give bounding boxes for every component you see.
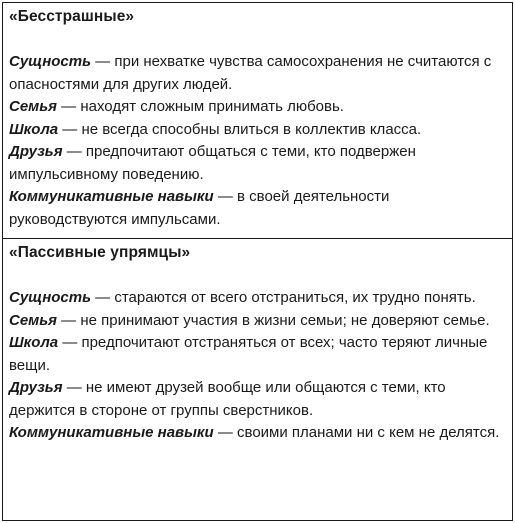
row-text: — при нехватке чувства самосохранения не считаются с опасностями для других людей. <box>9 53 492 93</box>
row-family <box>9 310 506 333</box>
row-term: Коммуникативные навыки <box>9 188 214 205</box>
section-fearless <box>3 3 512 238</box>
info-table <box>2 2 513 521</box>
row-term: Друзья <box>9 143 63 160</box>
row-family <box>9 96 506 119</box>
row-text: — не принимают участия в жизни семьи; не доверяют семье. <box>57 311 490 329</box>
section-rows <box>9 51 506 231</box>
row-term: Друзья <box>9 379 63 396</box>
row-text: — не всегда способны влиться в коллектив класса. <box>58 120 422 138</box>
section-title: «Бесстрашные» <box>9 8 135 25</box>
row-term: Семья <box>9 98 58 115</box>
row-term: Школа <box>9 120 59 138</box>
row-communication <box>9 186 506 231</box>
row-term: Сущность <box>9 53 92 70</box>
row-friends <box>9 377 506 422</box>
row-term: Семья <box>9 311 58 329</box>
section-title: «Пассивные упрямцы» <box>9 244 191 261</box>
row-essence <box>9 51 506 96</box>
section-passive-stubborn <box>3 238 512 520</box>
row-text: — не имеют друзей вообще или общаются с теми, кто держится в стороне от группы сверстников. <box>9 379 446 419</box>
row-term: Школа <box>9 334 59 351</box>
section-rows <box>9 287 506 445</box>
row-text: — в своей деятельности руководствуются импульсами. <box>9 188 390 228</box>
row-school <box>9 119 506 142</box>
row-text: — стараются от всего отстраниться, их трудно понять. <box>91 289 476 306</box>
row-communication <box>9 422 506 445</box>
row-text: — своими планами ни с кем не делятся. <box>213 424 500 441</box>
row-essence <box>9 287 506 310</box>
row-friends <box>9 141 506 186</box>
row-text: — предпочитают отстраняться от всех; часто теряют личные вещи. <box>9 334 488 374</box>
row-term: Коммуникативные навыки <box>9 424 214 441</box>
row-term: Сущность <box>9 289 92 306</box>
row-school <box>9 332 506 377</box>
row-text: — предпочитают общаться с теми, кто подвержен импульсивному поведению. <box>9 143 416 183</box>
row-text: — находят сложным принимать любовь. <box>57 98 344 115</box>
